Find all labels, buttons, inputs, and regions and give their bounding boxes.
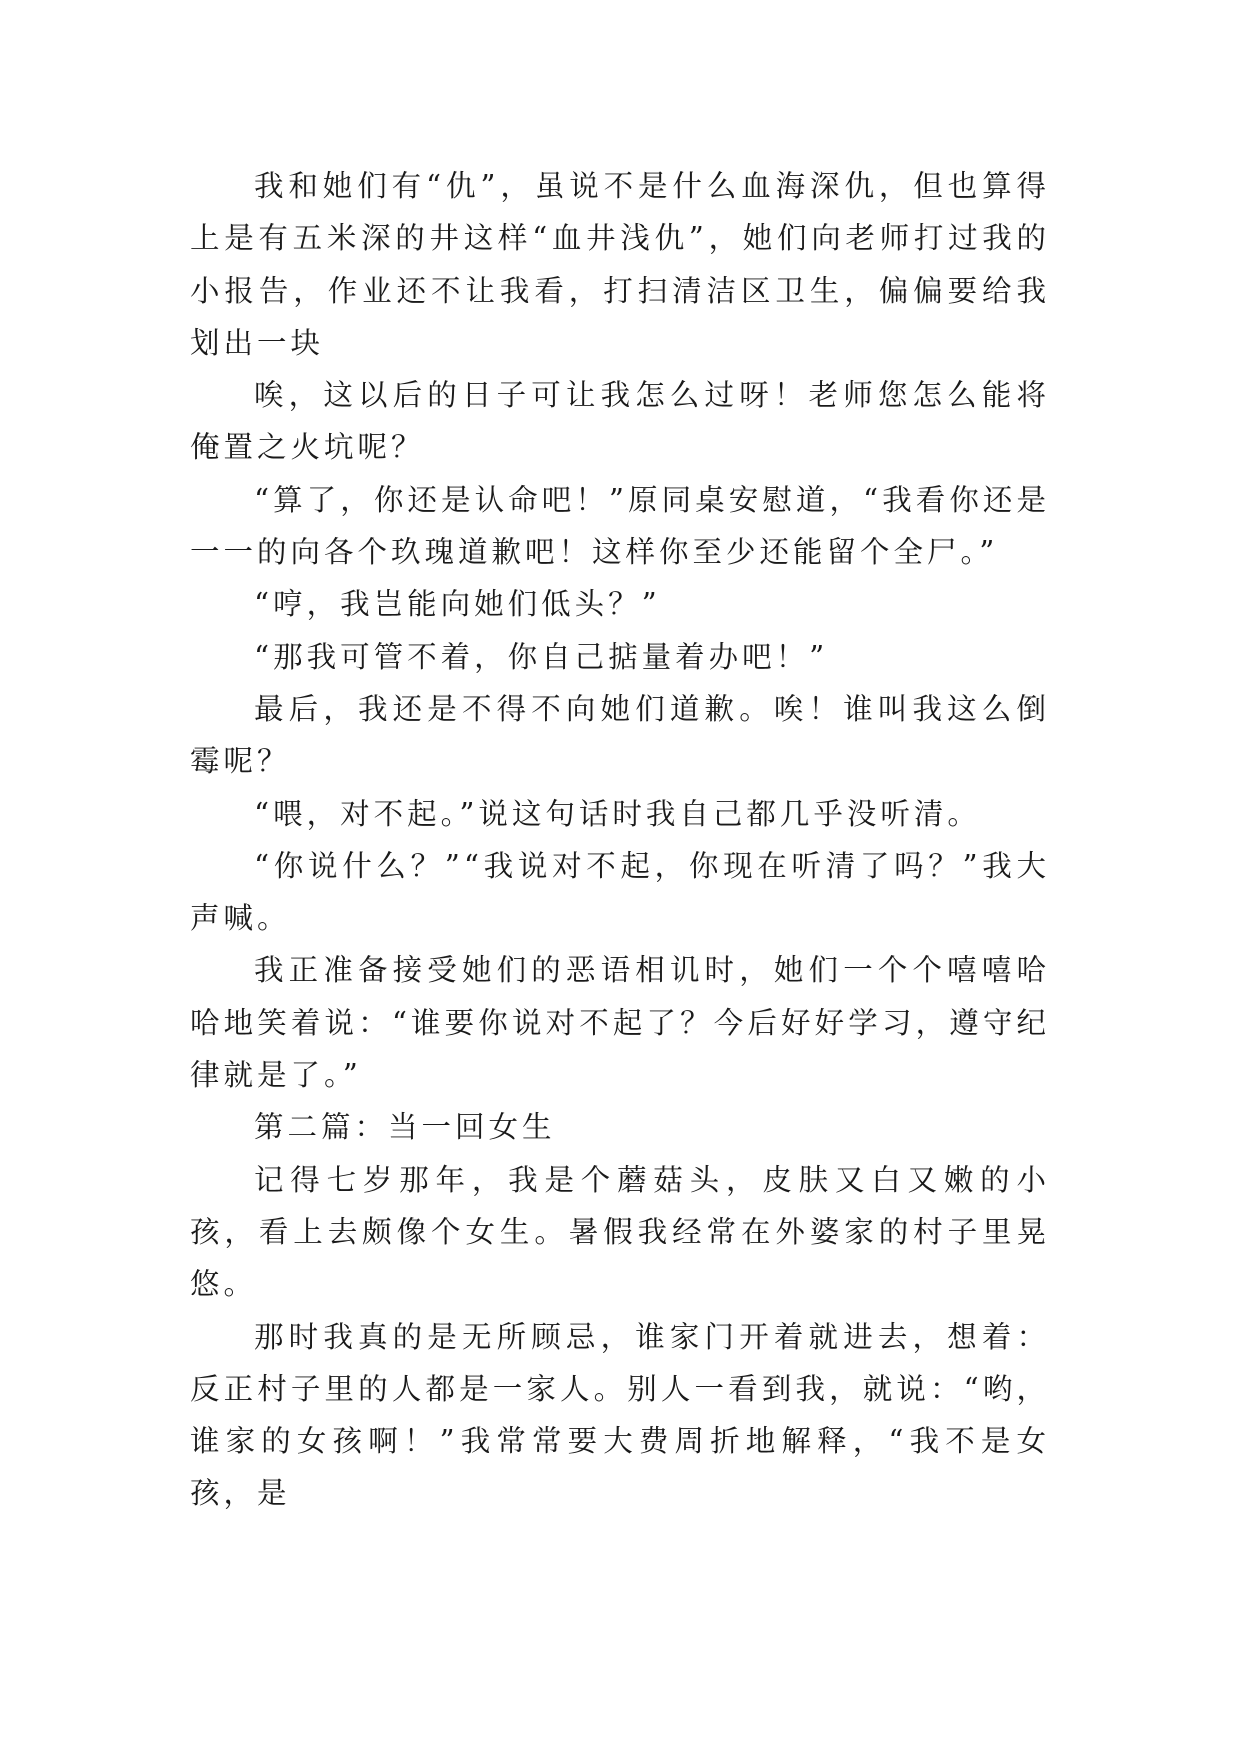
paragraph: 我和她们有“仇”，虽说不是什么血海深仇，但也算得上是有五米深的井这样“血井浅仇”，她们向老师打过我的小报告，作业还不让我看，打扫清洁区卫生，偏偏要给我划出一块 — [190, 169, 1050, 360]
paragraph: “你说什么？”“我说对不起，你现在听清了吗？”我大声喊。 — [190, 848, 1050, 936]
section-heading: 第二篇：当一回女生 — [254, 1110, 556, 1145]
paragraph: 记得七岁那年，我是个蘑菇头，皮肤又白又嫩的小孩，看上去颇像个女生。暑假我经常在外婆家的村子里晃悠。 — [190, 1162, 1050, 1302]
paragraph: “算了，你还是认命吧！”原同桌安慰道，“我看你还是一一的向各个玖瑰道歉吧！这样你至少还能留个全尸。” — [190, 482, 1050, 570]
paragraph: 那时我真的是无所顾忌，谁家门开着就进去，想着：反正村子里的人都是一家人。别人一看到我，就说：“哟，谁家的女孩啊！”我常常要大费周折地解释，“我不是女孩，是 — [190, 1319, 1050, 1511]
paragraph: “喂，对不起。”说这句话时我自己都几乎没听清。 — [254, 796, 981, 831]
paragraph: “哼，我岂能向她们低头？” — [254, 587, 661, 622]
paragraph: 唉，这以后的日子可让我怎么过呀！老师您怎么能将俺置之火坑呢？ — [190, 378, 1050, 465]
paragraph: “那我可管不着，你自己掂量着办吧！” — [254, 639, 829, 674]
document-body — [190, 160, 1050, 1520]
paragraph: 我正准备接受她们的恶语相讥时，她们一个个嘻嘻哈哈地笑着说：“谁要你说对不起了？今后好好学习，遵守纪律就是了。” — [190, 953, 1050, 1093]
paragraph: 最后，我还是不得不向她们道歉。唉！谁叫我这么倒霉呢？ — [190, 691, 1050, 779]
